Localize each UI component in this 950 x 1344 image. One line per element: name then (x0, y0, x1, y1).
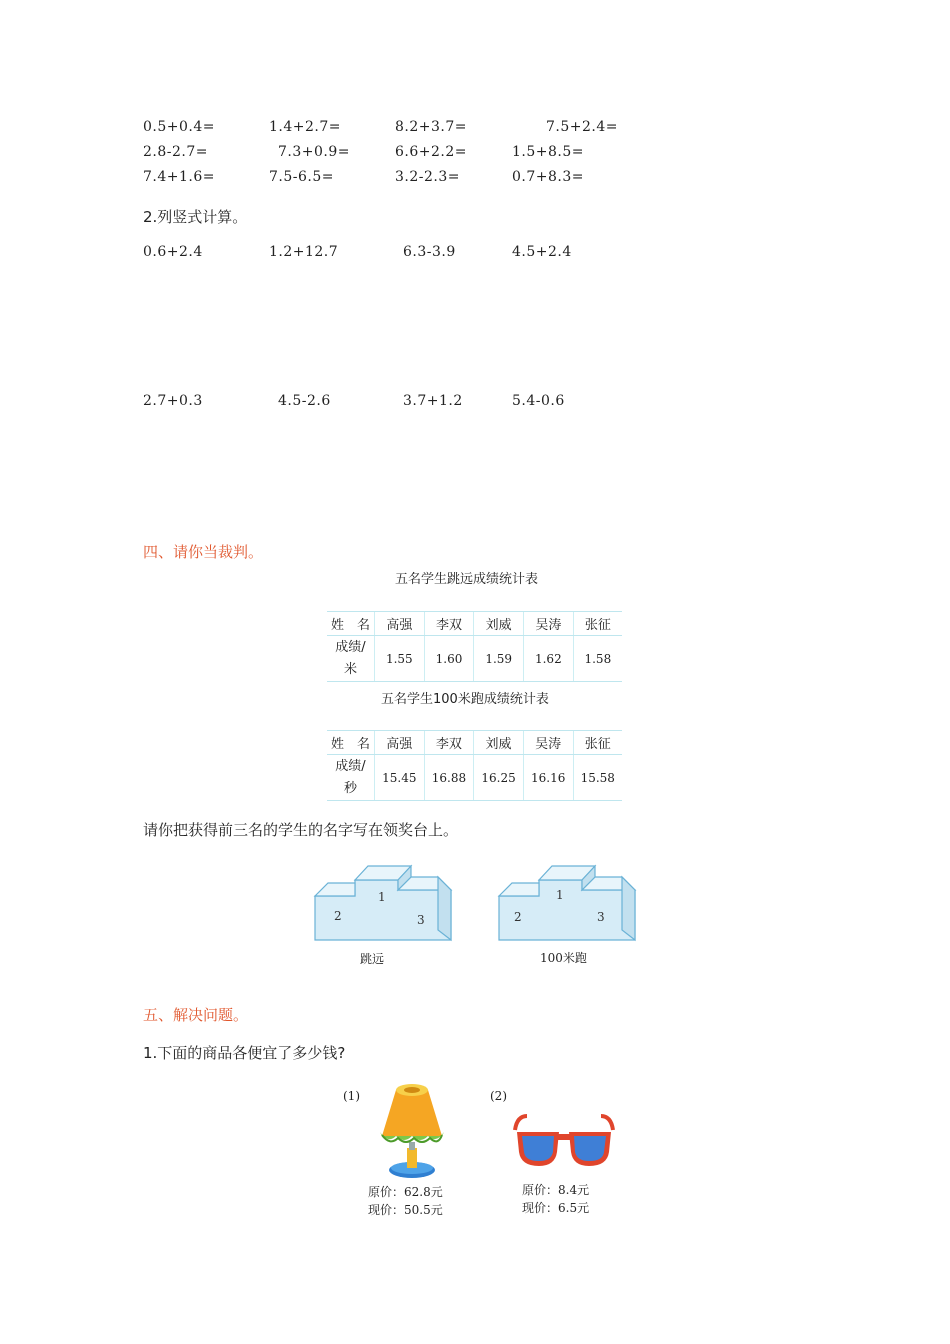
place-2-label: 2 (334, 909, 342, 923)
expression: 4.5-2.6 (278, 393, 331, 409)
expression: 8.2+3.7= (395, 119, 467, 135)
table-cell: 李双 (424, 612, 474, 636)
table-cell: 高强 (375, 612, 425, 636)
expression: 3.2-2.3= (395, 169, 460, 185)
section5-title: 五、解决问题。 (143, 1006, 249, 1024)
podium-sprint (496, 862, 638, 944)
expression: 6.3-3.9 (403, 244, 456, 260)
place-3-label: 3 (417, 913, 425, 927)
expression: 7.5-6.5= (269, 169, 334, 185)
table-cell: 16.88 (424, 755, 474, 801)
expression: 1.5+8.5= (512, 144, 584, 160)
table-cell: 16.16 (523, 755, 573, 801)
expression: 3.7+1.2 (403, 393, 463, 409)
current-price: 现价：6.5元 (522, 1201, 590, 1215)
name-header: 姓 名 (327, 612, 375, 636)
item-index: (2) (490, 1089, 507, 1103)
name-header: 姓 名 (327, 731, 375, 755)
table-cell: 李双 (424, 731, 474, 755)
table-cell: 16.25 (474, 755, 524, 801)
long-jump-table (327, 611, 622, 682)
expression: 2.7+0.3 (143, 393, 203, 409)
place-1-label: 1 (556, 888, 564, 902)
podium-label: 100米跑 (540, 951, 587, 965)
table-cell: 15.45 (375, 755, 425, 801)
table-cell: 张征 (573, 731, 622, 755)
expression: 7.5+2.4= (546, 119, 618, 135)
place-1-label: 1 (378, 890, 386, 904)
score-header: 成绩/ 米 (327, 636, 375, 682)
expression: 1.2+12.7 (269, 244, 339, 260)
expression: 7.4+1.6= (143, 169, 215, 185)
expression: 0.5+0.4= (143, 119, 215, 135)
table-cell: 1.55 (375, 636, 425, 682)
current-price: 现价：50.5元 (368, 1203, 443, 1217)
sprint-table (327, 730, 622, 801)
table-cell: 1.59 (474, 636, 524, 682)
glasses-icon (513, 1112, 615, 1172)
item-index: (1) (343, 1089, 360, 1103)
table-cell: 1.60 (424, 636, 474, 682)
score-header: 成绩/ 秒 (327, 755, 375, 801)
table1-caption: 五名学生跳远成绩统计表 (395, 572, 539, 587)
podium-instruction: 请你把获得前三名的学生的名字写在领奖台上。 (143, 821, 459, 839)
section2-title: 2.列竖式计算。 (143, 208, 248, 226)
table-cell: 1.62 (524, 636, 574, 682)
expression: 1.4+2.7= (269, 119, 341, 135)
original-price: 原价：8.4元 (522, 1183, 590, 1197)
lamp-icon (376, 1080, 448, 1182)
table-cell: 张征 (573, 612, 622, 636)
expression: 5.4-0.6 (512, 393, 565, 409)
table-cell: 刘威 (474, 731, 524, 755)
expression: 4.5+2.4 (512, 244, 572, 260)
table-cell: 吴涛 (523, 731, 573, 755)
expression: 6.6+2.2= (395, 144, 467, 160)
podium-label: 跳远 (360, 952, 385, 966)
table-cell: 刘威 (474, 612, 524, 636)
table-cell: 吴涛 (524, 612, 574, 636)
expression: 2.8-2.7= (143, 144, 208, 160)
place-2-label: 2 (514, 910, 522, 924)
table-cell: 高强 (375, 731, 425, 755)
table-cell: 15.58 (573, 755, 622, 801)
section4-title: 四、请你当裁判。 (143, 543, 264, 561)
place-3-label: 3 (597, 910, 605, 924)
original-price: 原价：62.8元 (368, 1185, 443, 1199)
expression: 0.7+8.3= (512, 169, 584, 185)
table2-caption: 五名学生100米跑成绩统计表 (381, 692, 549, 707)
problem1-title: 1.下面的商品各便宜了多少钱? (143, 1044, 346, 1062)
podium-long-jump (312, 862, 454, 944)
expression: 7.3+0.9= (278, 144, 350, 160)
expression: 0.6+2.4 (143, 244, 203, 260)
table-cell: 1.58 (573, 636, 622, 682)
